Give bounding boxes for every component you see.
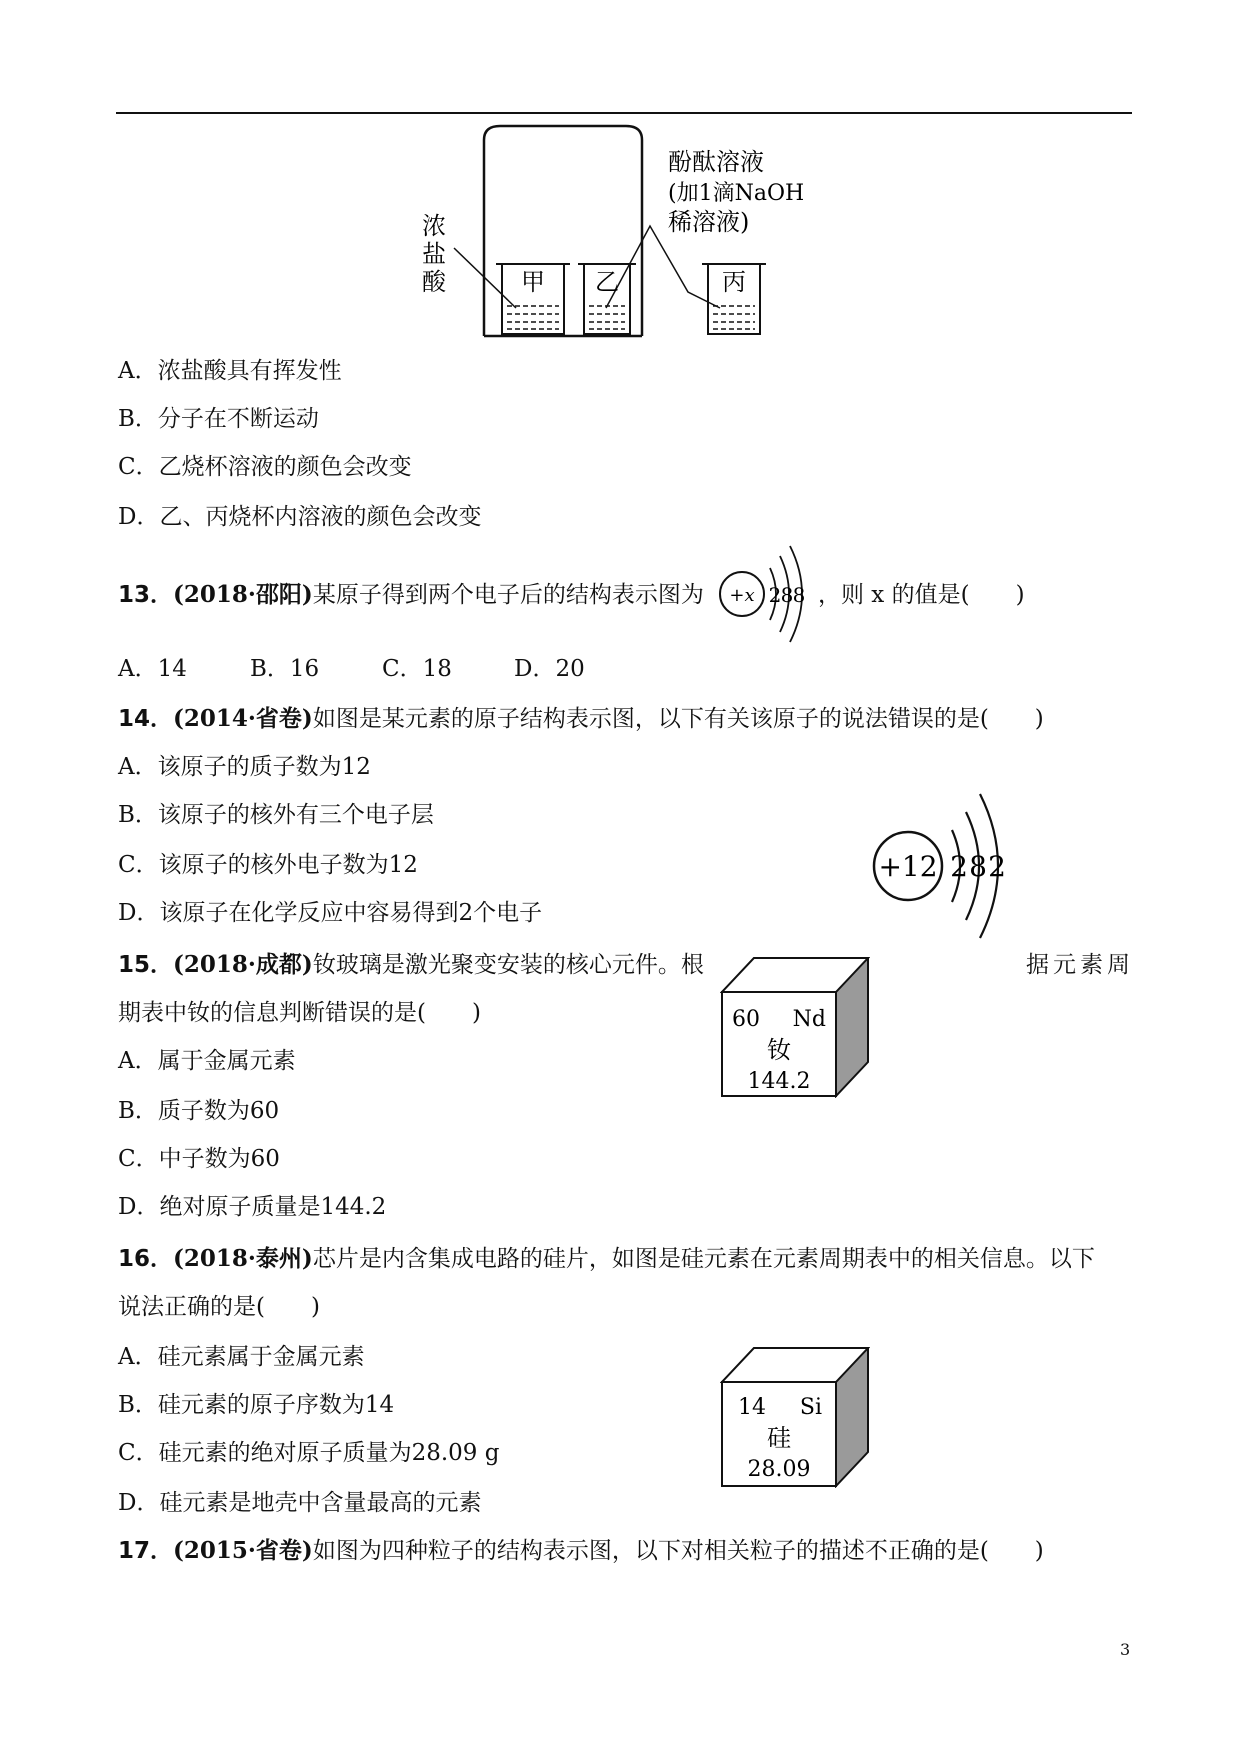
beaker-label-jia: 甲: [521, 268, 545, 296]
q14-shell-1: 2: [950, 850, 968, 883]
q13-text-before: 某原子得到两个电子后的结构表示图为: [312, 582, 704, 608]
q13-text-after: ，则 x 的值是( ): [818, 582, 1025, 608]
q16-option-d: D．硅元素是地壳中含量最高的元素: [118, 1490, 482, 1516]
q14-option-d: D．该原子在化学反应中容易得到2个电子: [118, 900, 543, 926]
q13-option-a: A．14: [118, 656, 187, 682]
q17-text: 如图为四种粒子的结构表示图，以下对相关粒子的描述不正确的是( ): [312, 1538, 1044, 1564]
q17-source: (2015·省卷): [173, 1537, 313, 1564]
q16-text-line2: 说法正确的是( ): [118, 1294, 320, 1320]
q15-source: (2018·成都): [173, 951, 313, 978]
q14-text: 如图是某元素的原子结构表示图，以下有关该原子的说法错误的是( ): [312, 706, 1044, 732]
q14-atom-diagram: [870, 790, 1020, 940]
q12-option-c: C．乙烧杯溶液的颜色会改变: [118, 454, 412, 480]
beaker-label-yi: 乙: [595, 268, 619, 296]
right-label-3: 稀溶液): [668, 208, 750, 236]
q16-number: 16．: [118, 1246, 174, 1272]
q13-shell-2: 8: [780, 583, 794, 607]
q13-option-c: C．18: [382, 656, 452, 682]
q15-text-line1a: 钕玻璃是激光聚变安装的核心元件。根: [312, 952, 704, 978]
left-label-1: 浓: [422, 212, 446, 240]
q14-shell-2: 8: [969, 850, 987, 883]
q16-element-name: 硅: [767, 1424, 791, 1452]
q14-shell-3: 2: [988, 850, 1006, 883]
right-label-2: (加1滴NaOH: [668, 181, 805, 206]
q15-element-name: 钕: [767, 1036, 791, 1064]
q15-option-c: C．中子数为60: [118, 1146, 280, 1172]
left-label-2: 盐: [422, 240, 446, 268]
q16-text-line1: 芯片是内含集成电路的硅片，如图是硅元素在元素周期表中的相关信息。以下: [312, 1246, 1095, 1272]
q16-atomic-number: 14: [738, 1395, 766, 1420]
q14-number: 14．: [118, 706, 174, 732]
q15-text-line1b: 据元素周: [1026, 952, 1134, 978]
q14-option-b: B．该原子的核外有三个电子层: [118, 802, 434, 828]
q15-option-a: A．属于金属元素: [118, 1048, 296, 1074]
q12-option-a: A．浓盐酸具有挥发性: [118, 358, 342, 384]
q15-atomic-mass: 144.2: [747, 1069, 811, 1094]
q13-stem: [118, 580, 704, 610]
q15-element-cell: [720, 956, 870, 1098]
q14-stem: [118, 704, 1044, 734]
q12-option-b: B．分子在不断运动: [118, 406, 319, 432]
right-label-1: 酚酞溶液: [668, 148, 764, 176]
q15-atomic-number: 60: [732, 1007, 760, 1032]
q16-stem-line1: [118, 1244, 1095, 1274]
beaker-experiment-figure: [420, 122, 820, 352]
q17-number: 17．: [118, 1538, 174, 1564]
q14-option-a: A．该原子的质子数为12: [118, 754, 371, 780]
q13-source: (2018·邵阳): [173, 581, 313, 608]
q13-shell-3: 8: [792, 583, 806, 607]
q15-stem-line1: [118, 950, 704, 980]
q13-options: [118, 654, 585, 684]
q14-source: (2014·省卷): [173, 705, 313, 732]
q15-symbol: Nd: [792, 1007, 826, 1032]
q13-atom-diagram: [716, 540, 816, 644]
q16-atomic-mass: 28.09: [747, 1457, 811, 1482]
beaker-label-bing: 丙: [722, 268, 746, 296]
q16-option-a: A．硅元素属于金属元素: [118, 1344, 365, 1370]
q15-number: 15．: [118, 952, 174, 978]
q15-option-b: B．质子数为60: [118, 1098, 280, 1124]
q14-nucleus: +12: [878, 850, 938, 883]
q13-option-d: D．20: [514, 656, 585, 682]
header-rule: [116, 112, 1132, 114]
q16-symbol: Si: [799, 1395, 822, 1420]
left-label-3: 酸: [422, 268, 446, 296]
q13-shell-1: 2: [768, 583, 782, 607]
q13-option-b: B．16: [250, 656, 320, 682]
q16-source: (2018·泰州): [173, 1245, 313, 1272]
page-number: 3: [1120, 1640, 1131, 1659]
q16-element-cell: [720, 1346, 870, 1488]
q13-nucleus: +x: [729, 585, 755, 606]
q16-option-b: B．硅元素的原子序数为14: [118, 1392, 395, 1418]
q17-stem: [118, 1536, 1044, 1566]
q12-option-d: D．乙、丙烧杯内溶液的颜色会改变: [118, 504, 482, 530]
q16-option-c: C．硅元素的绝对原子质量为28.09 g: [118, 1440, 500, 1466]
q14-option-c: C．该原子的核外电子数为12: [118, 852, 418, 878]
q15-text-line2: 期表中钕的信息判断错误的是( ): [118, 1000, 481, 1026]
q15-option-d: D．绝对原子质量是144.2: [118, 1194, 387, 1220]
q13-number: 13．: [118, 582, 174, 608]
